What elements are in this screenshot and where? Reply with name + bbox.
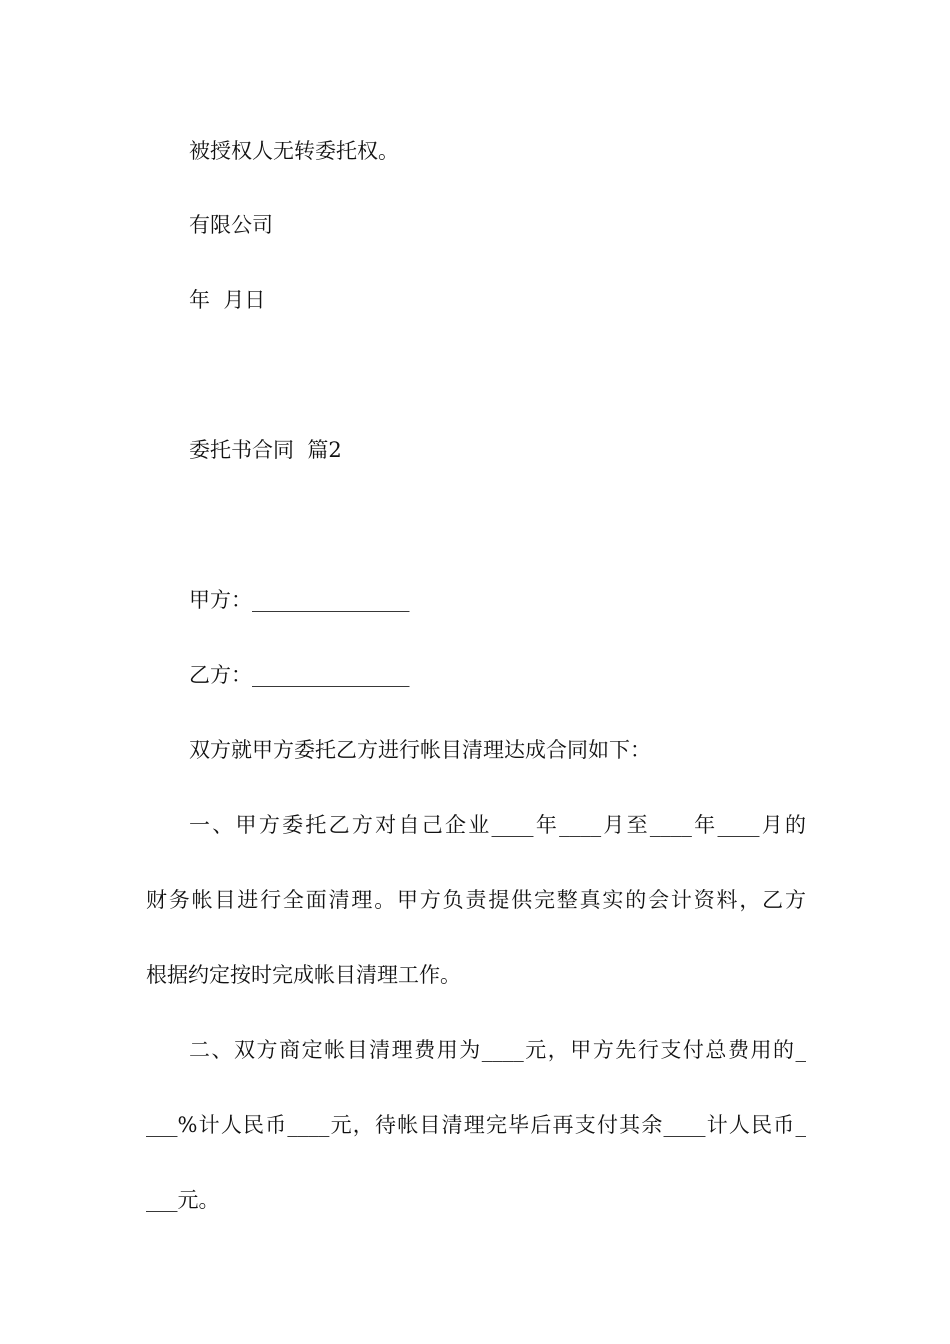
clause-2-line-2: ___%计人民币____元，待帐目清理完毕后再支付其余____计人民币_ (146, 1113, 806, 1137)
date-line: 年 月日 (189, 288, 266, 312)
party-b-line: 乙方：_______________ (189, 663, 410, 687)
section-heading: 委托书合同 篇2 (189, 438, 342, 462)
clause-1-line-1: 一、甲方委托乙方对自己企业____年____月至____年____月的 (189, 813, 806, 837)
clause-1-line-3: 根据约定按时完成帐目清理工作。 (146, 963, 461, 987)
agreement-intro: 双方就甲方委托乙方进行帐目清理达成合同如下： (189, 738, 651, 762)
company-name-line: 有限公司 (189, 213, 273, 237)
party-a-line: 甲方：_______________ (189, 588, 410, 612)
paragraph-no-subdelegation: 被授权人无转委托权。 (189, 139, 399, 163)
clause-2-line-3: ___元。 (146, 1188, 220, 1212)
clause-1-line-2: 财务帐目进行全面清理。甲方负责提供完整真实的会计资料，乙方 (146, 888, 806, 912)
clause-2-line-1: 二、双方商定帐目清理费用为____元，甲方先行支付总费用的_ (189, 1038, 806, 1062)
